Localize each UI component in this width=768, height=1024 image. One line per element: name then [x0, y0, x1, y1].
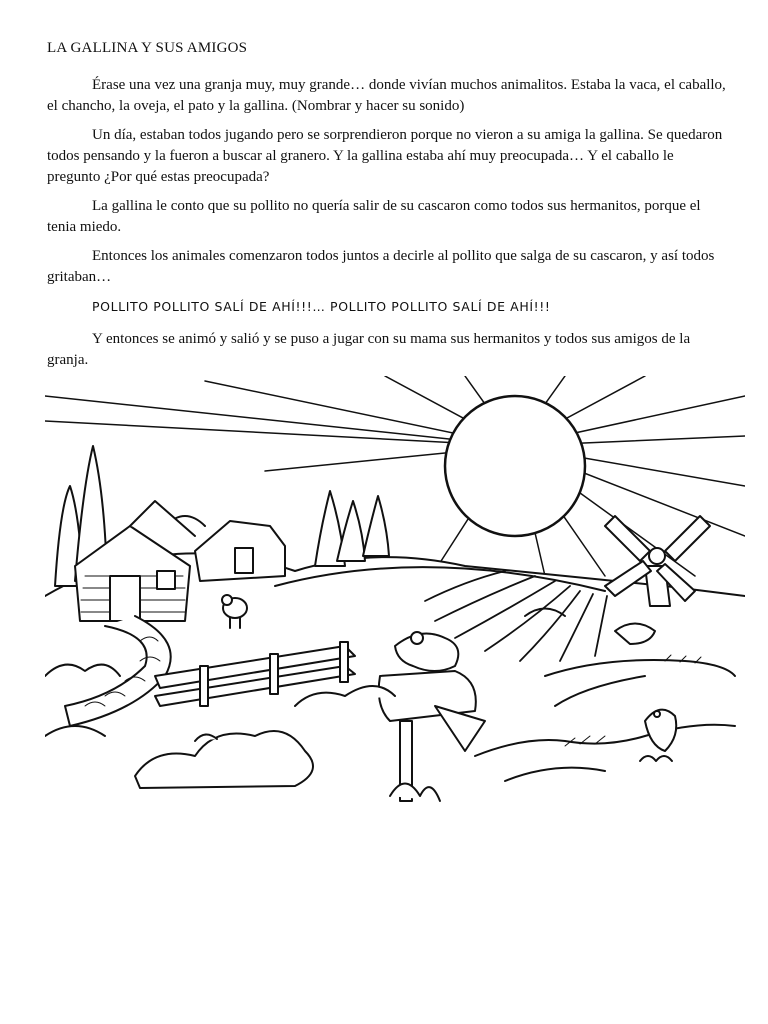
mailbox-icon	[379, 671, 485, 801]
bird-icon	[395, 632, 458, 671]
stream-icon	[475, 655, 735, 781]
paragraph-shout: POLLITO POLLITO SALÍ DE AHÍ!!!… POLLITO POLLITO SALÍ DE AHÍ!!!	[92, 299, 551, 314]
windmill-icon	[605, 516, 710, 606]
farm-illustration	[45, 376, 745, 810]
house-icon	[195, 521, 285, 581]
cow-icon	[222, 595, 247, 628]
document-title: LA GALLINA Y SUS AMIGOS	[47, 40, 248, 56]
paragraph-6: Y entonces se animó y salió y se puso a jugar con su mama sus hermanitos y todos sus amigos de la granja.	[47, 331, 691, 368]
paragraph-3: La gallina le conto que su pollito no quería salir de su cascaron como todos sus hermanitos, porque el tenia miedo.	[47, 198, 701, 235]
paragraph-1: Érase una vez una granja muy, muy grande… donde vivían muchos animalitos. Estaba la vaca, el caballo, el chancho, la oveja, el pato y la gallina. (Nombrar y hacer su sonido)	[47, 77, 726, 114]
paragraph-4: Entonces los animales comenzaron todos juntos a decirle al pollito que salga de su cascaron, y así todos gritaban…	[47, 248, 715, 285]
paragraph-2: Un día, estaban todos jugando pero se sorprendieron porque no vieron a su amiga la gallina. Se quedaron todos pensando y la fueron a buscar al granero. Y la gallina estaba ahí muy preocupada… Y el caballo le pregunto ¿Por qué estas preocupada?	[47, 127, 723, 185]
